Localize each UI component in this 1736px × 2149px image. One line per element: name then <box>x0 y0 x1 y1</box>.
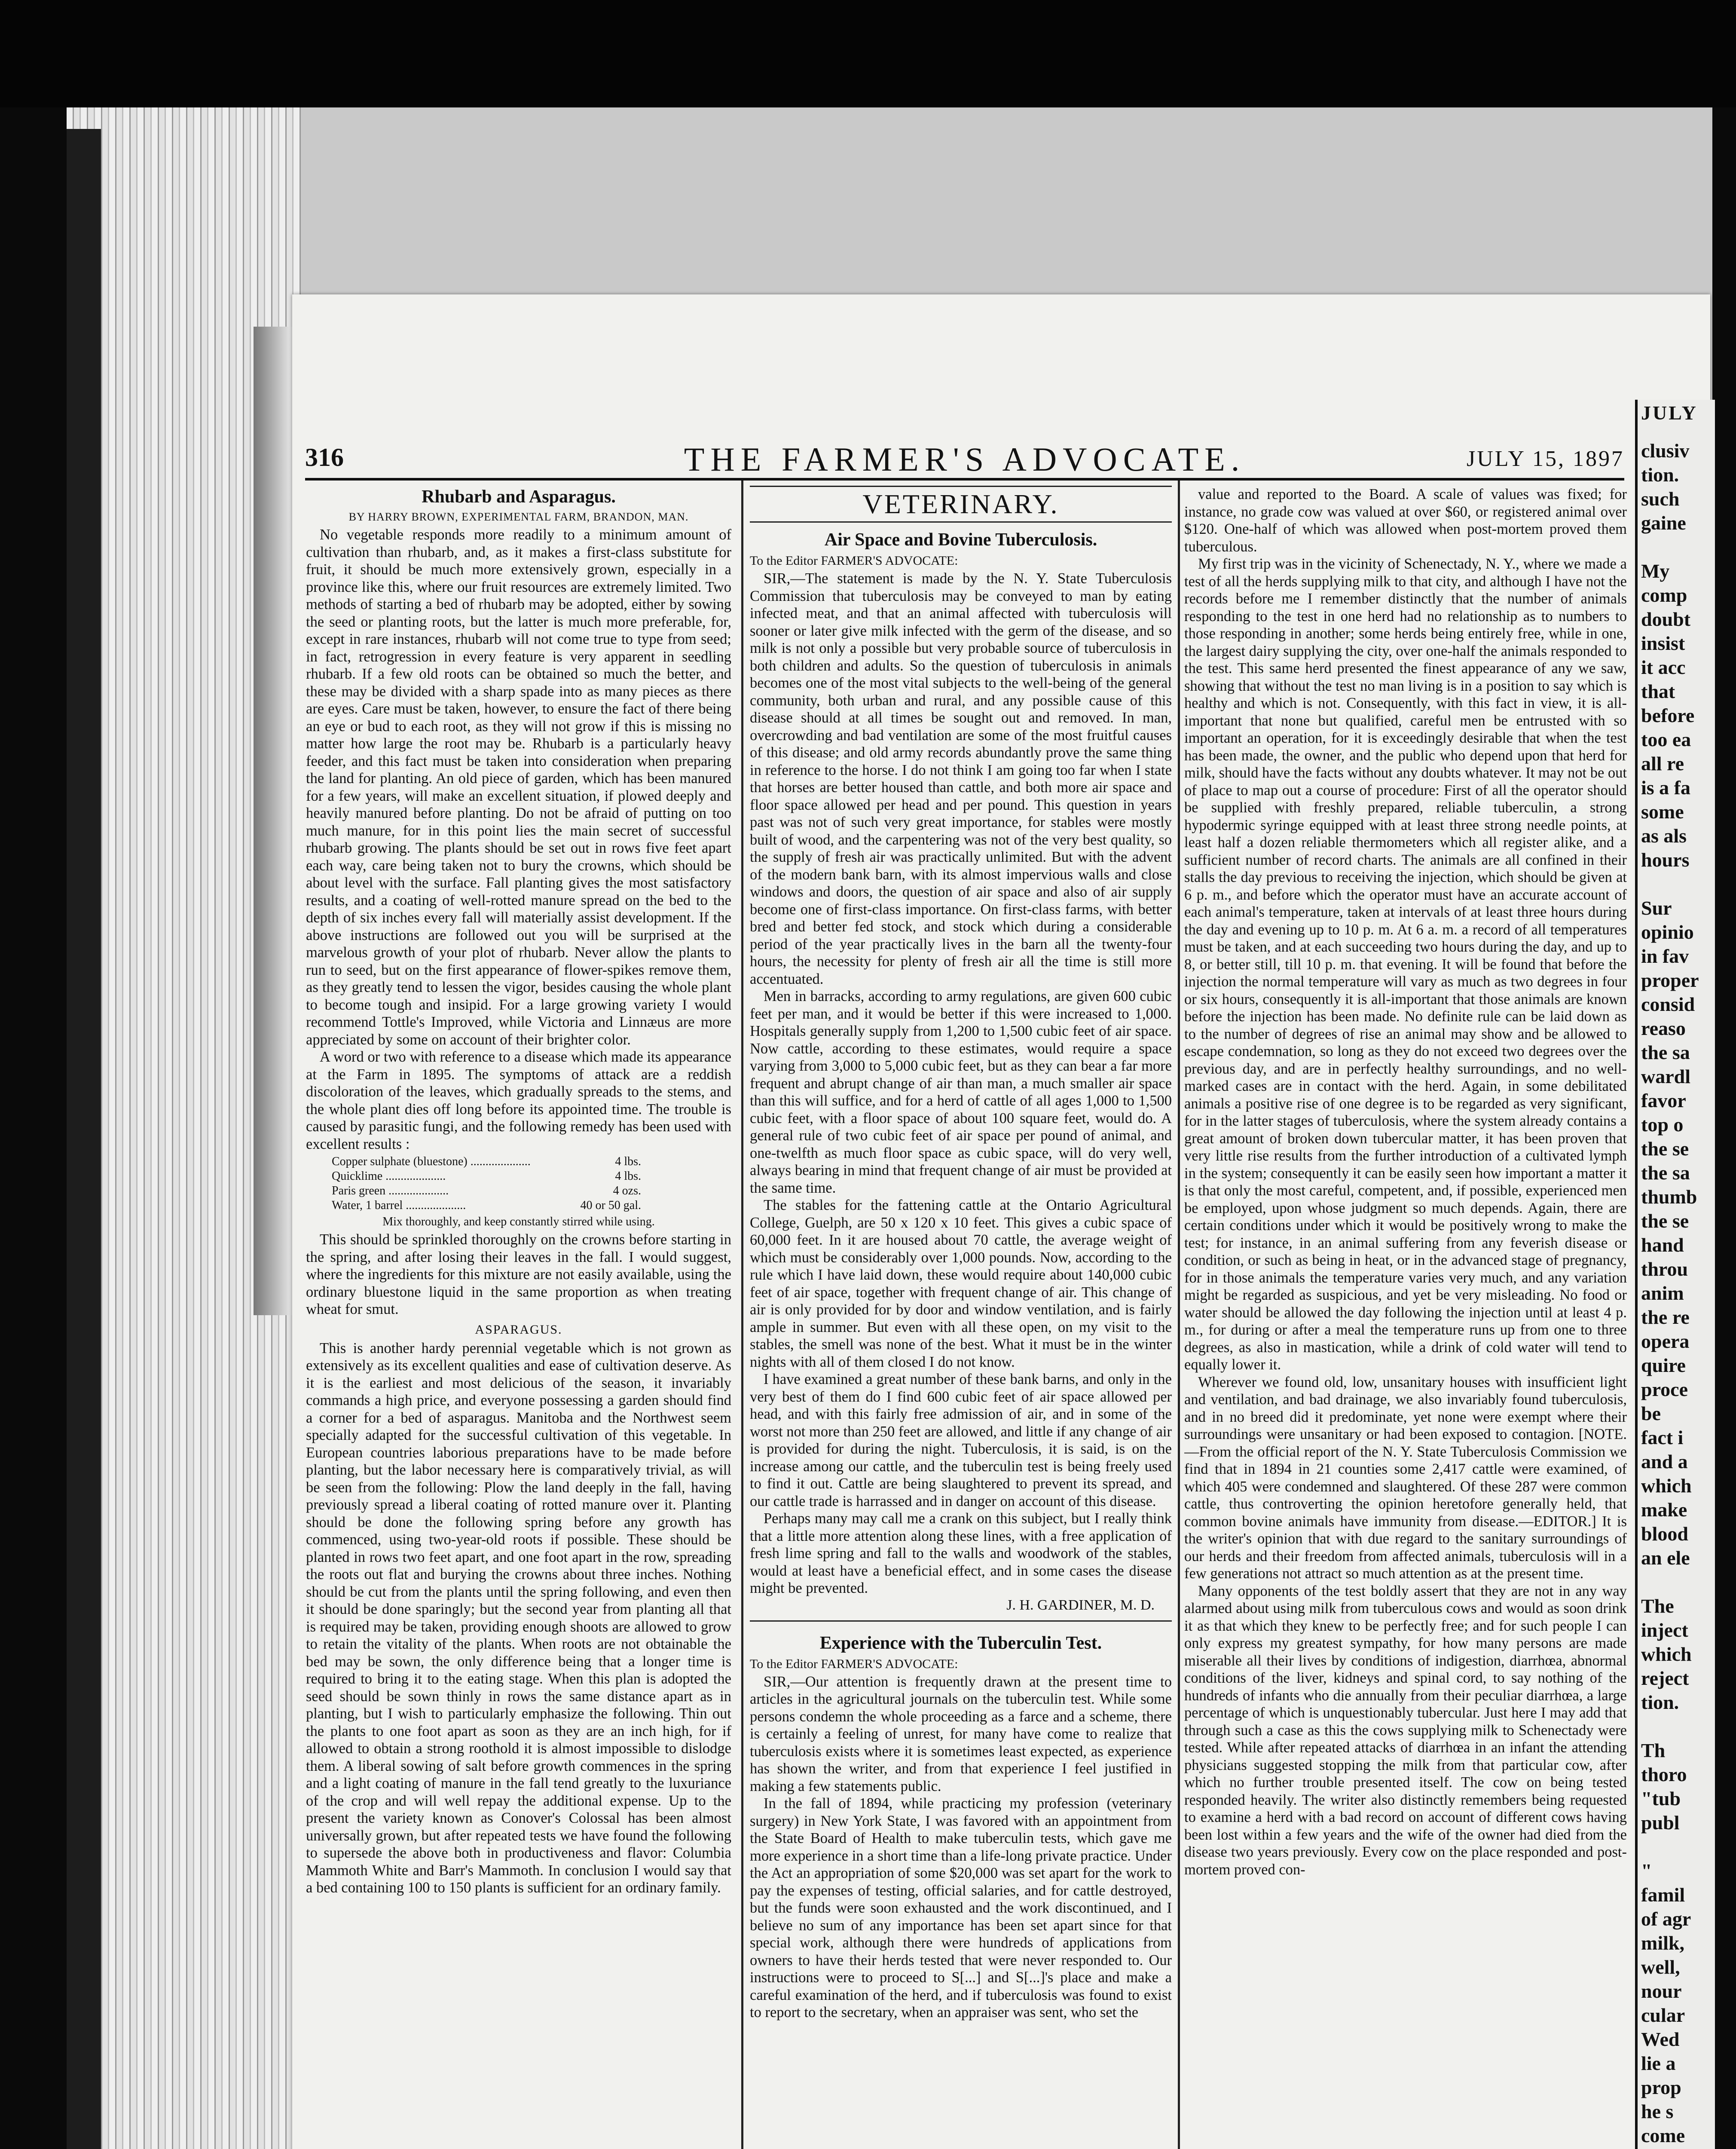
next-page-fragment: lie a <box>1641 2052 1676 2074</box>
scan-border-right <box>1712 107 1736 2149</box>
book-spine-shadow <box>67 129 101 2149</box>
next-page-fragment: consid <box>1641 993 1695 1015</box>
column-rule-right <box>1178 481 1180 2149</box>
recipe-row <box>332 1154 641 1169</box>
right-column <box>1184 486 1627 2149</box>
next-page-fragment: inject <box>1641 1619 1688 1641</box>
next-page-fragment: quire <box>1641 1354 1686 1376</box>
next-page-fragment: milk, <box>1641 1932 1684 1954</box>
recipe-row <box>332 1184 641 1198</box>
next-page-lines-a <box>1638 439 1715 535</box>
subhead-asparagus: ASPARAGUS. <box>475 1322 562 1337</box>
section-veterinary: VETERINARY. <box>750 486 1172 523</box>
next-page-fragment: and a <box>1641 1451 1688 1472</box>
next-page-fragment: thoro <box>1641 1763 1687 1785</box>
next-page-fragment: tion. <box>1641 1691 1679 1713</box>
next-page-fragment: clusiv <box>1641 440 1690 462</box>
next-page-fragment: which <box>1641 1475 1692 1497</box>
asparagus-body <box>306 1340 731 1897</box>
next-page-fragment: prop <box>1641 2076 1681 2098</box>
next-page-fragment: The <box>1641 1595 1674 1617</box>
next-page-fragment: opera <box>1641 1330 1690 1352</box>
next-page-fragment: such <box>1641 488 1680 510</box>
next-page-fragment: top o <box>1641 1114 1684 1136</box>
column-rule-left <box>741 481 743 2149</box>
next-page-fragment: proper <box>1641 969 1699 991</box>
page-header <box>305 443 1624 481</box>
rhubarb-body-continued <box>306 1231 731 1318</box>
next-page-fragment: comp <box>1641 584 1687 606</box>
recipe-row <box>332 1198 641 1213</box>
recipe-amount: 4 lbs. <box>615 1169 641 1183</box>
paragraph: In the fall of 1894, while practicing my profession (veterinary surgery) in New York State, I was favored with an appointment from the State Board of Health to make tuberculin tests, which gave me more experience in a short time than a life-long private practice. Under the Act an appropriation of some $20,000 was set apart for the work to pay the expenses of testing, official salaries, and for cattle destroyed, but the funds were soon exhausted and the work discontinued, and I believe no sum of any importance has been set apart since for that special work, although there were hundreds of applications from owners to have their herds tested that were never responded to. Our instructions were to proceed to S[...] and S[...]'s place and make a careful examination of the herd, and if tuberculosis was found to exist to report to the secretary, when an appraiser was sent, who set the <box>750 1795 1172 2020</box>
next-page-fragment: as als <box>1641 825 1687 847</box>
next-page-fragment: blood <box>1641 1523 1688 1545</box>
page-fold-shadow <box>254 327 292 1315</box>
next-page-fragment: well, <box>1641 1956 1680 1978</box>
recipe-row <box>332 1169 641 1184</box>
next-page-fragment: fact i <box>1641 1427 1684 1448</box>
paragraph: Many opponents of the test boldly assert that they are not in any way alarmed about using milk from tuberculous cows and would as soon drink it as that which they knew to be perfectly free; and for such people I can only express my greatest sympathy, for how many persons are made miserable all their lives by conditions of indigestion, diarrhœa, abnormal conditions of the liver, kidneys and spinal cord, to say nothing of the hundreds of infants who die annually from their peculiar diarrhœa, a large percentage of which is unquestionably tubercular. Just here I may add that through such a case as this the cows supplying milk to Schenectady were tested. While after repeated attacks of diarrhœa in an infant the attending physicians suggested stopping the milk from that particular cow, after which no further trouble presented itself. The cow on being tested responded heavily. The writer also distinctly remembers being requested to examine a herd with a bad record on account of different cows having been lost within a few years and the wife of the owner had died from the disease two years previously. Every cow on the place responded and post-mortem proved con- <box>1184 1583 1627 1878</box>
next-page-fragment: before <box>1641 704 1695 726</box>
next-page-lines-f <box>1638 1859 1715 2149</box>
page-number: 316 <box>305 443 344 471</box>
paragraph: This should be sprinkled thoroughly on the crowns before starting in the spring, and after losing their leaves in the fall. I would suggest, where the ingredients for this mixture are not easily available, using the ordinary bluestone liquid in the same proportion as when treating wheat for smut. <box>306 1231 731 1317</box>
paragraph: SIR,—Our attention is frequently drawn at the present time to articles in the agricultural journals on the tuberculin test. While some persons condemn the whole proceeding as a farce and a scheme, there is certainly a feeling of unrest, for many have come to realize that tuberculosis exists where it is sometimes least expected, as experience has shown the writer, and from that experience I feel justified in making a few statements public. <box>750 1673 1172 1794</box>
recipe-ingredient: Paris green .................... <box>332 1184 449 1197</box>
next-page-fragment: "tub <box>1641 1788 1681 1809</box>
next-page-fragment: nour <box>1641 1980 1682 2002</box>
next-page-fragment: hand <box>1641 1234 1684 1256</box>
next-page-fragment: come <box>1641 2125 1685 2146</box>
next-page-fragment: " <box>1641 1860 1652 1882</box>
next-page-fragment: insist <box>1641 632 1685 654</box>
next-page-fragment: gaine <box>1641 512 1686 534</box>
paragraph: Men in barracks, according to army regulations, are given 600 cubic feet per man, and it would be better if this were increased to 1,000. Hospitals generally supply from 1,200 to 1,500 cubic feet of air space. Now cattle, according to these estimates, would require a space varying from 3,000 to 5,000 cubic feet, but as they can bear a far more frequent and abrupt change of air than man, a much smaller air space than this will suffice, and for a herd of cattle of all ages 1,000 to 1,500 cubic feet, with a floor space of about 100 square feet, would do. A general rule of two cubic feet of air space per pound of animal, and one-twelfth as much floor space as cubic space, will do very well, always bearing in mind that frequent change of air must be provided at the same time. <box>750 988 1172 1196</box>
recipe-amount: 4 ozs. <box>613 1184 641 1197</box>
next-page-fragment: tion. <box>1641 464 1679 486</box>
next-page-fragment: reject <box>1641 1667 1689 1689</box>
next-page-fragment: reaso <box>1641 1017 1686 1039</box>
next-page-fragment: publ <box>1641 1812 1680 1834</box>
next-page-fragment: that <box>1641 680 1675 702</box>
next-page-fragment: throu <box>1641 1258 1688 1280</box>
to-editor-2: To the Editor FARMER'S ADVOCATE: <box>750 1656 958 1671</box>
masthead: THE FARMER'S ADVOCATE. <box>684 441 1246 478</box>
issue-date: JULY 15, 1897 <box>1467 447 1624 471</box>
recipe-ingredient: Quicklime .................... <box>332 1169 446 1183</box>
next-page-lines-e <box>1638 1739 1715 1835</box>
next-page-fragment: the sa <box>1641 1041 1690 1063</box>
next-page-fragment: favor <box>1641 1090 1686 1111</box>
next-page-fragment: My <box>1641 560 1670 582</box>
recipe-ingredient: Copper sulphate (bluestone) .................... <box>332 1155 531 1168</box>
next-page-fragment: some <box>1641 801 1684 823</box>
next-page-fragment: opinio <box>1641 921 1694 943</box>
recipe-ingredient: Water, 1 barrel .................... <box>332 1199 466 1212</box>
next-page-fragment: it acc <box>1641 656 1686 678</box>
next-page-fragment: is a fa <box>1641 777 1690 799</box>
next-page-fragment: proce <box>1641 1378 1688 1400</box>
article-title-air-space: Air Space and Bovine Tuberculosis. <box>824 530 1097 550</box>
next-page-fragment: an ele <box>1641 1547 1690 1569</box>
article-divider <box>750 1620 1172 1622</box>
next-page-fragment: wardl <box>1641 1065 1690 1087</box>
header-rule <box>305 478 1624 481</box>
article-title-rhubarb: Rhubarb and Asparagus. <box>422 487 616 507</box>
next-page-lines-d <box>1638 1594 1715 1714</box>
next-page-fragment: anim <box>1641 1282 1684 1304</box>
next-page-fragment: in fav <box>1641 945 1689 967</box>
article-byline: BY HARRY BROWN, EXPERIMENTAL FARM, BRANDON, MAN. <box>348 511 689 523</box>
next-page-fragment: the re <box>1641 1306 1690 1328</box>
next-page-fragment: Th <box>1641 1739 1666 1761</box>
next-page-fragment: famil <box>1641 1884 1685 1906</box>
paragraph: A word or two with reference to a disease which made its appearance at the Farm in 1895. The symptoms of attack are a reddish discoloration of the leaves, which gradually spreads to the stems, and the whole plant dies off long before its appointed time. The trouble is caused by parasitic fungi, and the following remedy has been used with excellent results : <box>306 1049 731 1152</box>
to-editor-1: To the Editor FARMER'S ADVOCATE: <box>750 554 958 568</box>
paragraph: I have examined a great number of these bank barns, and only in the very best of them do I find 600 cubic feet of air space allowed per head, and with this fairly free admission of air, and in some of the worst not more than 250 feet are allowed, and little if any change of air is provided for during the night. Tuberculosis, it is said, is on the increase among our cattle, and the tuberculin test is being freely used to find it out. Cattle are being slaughtered to prevent its spread, and our cattle trade is harrassed and in danger on account of this disease. <box>750 1371 1172 1509</box>
recipe-amount: 40 or 50 gal. <box>580 1199 641 1212</box>
next-page-fragment: too ea <box>1641 729 1691 750</box>
left-column <box>306 486 731 2149</box>
next-page-fragment: be <box>1641 1402 1661 1424</box>
next-page-fragment: make <box>1641 1499 1687 1521</box>
next-page-fragment: he s <box>1641 2100 1674 2122</box>
next-page-fragment: Sur <box>1641 897 1672 919</box>
paragraph: No vegetable responds more readily to a minimum amount of cultivation than rhubarb, and, as it makes a first-class substitute for fruit, it should be much more extensively grown, especially in a province like this, where our fruit resources are extremely limited. Two methods of starting a bed of rhubarb may be adopted, either by sowing the seed or planting roots, but the latter is much more preferable, for, except in rare instances, rhubarb will not come true to type from seed; in fact, retrogression in every feature is very apparent in seedling rhubarb. If a few old roots can be obtained so much the better, and these may be divided with a sharp spade into as many pieces as there are eyes. Care must be taken, however, to ensure the fact of there being an eye or bud to each root, as they will not grow if this is missing no matter how large the root may be. Rhubarb is a particularly heavy feeder, and this fact must be taken into consideration when preparing the land for planting. An old piece of garden, which has been manured for a few years, will make an excellent situation, if plowed deeply and heavily manured before planting. Do not be afraid of putting on too much manure, for in this point lies the main secret of successful rhubarb growing. The plants should be set out in rows five feet apart each way, care being taken not to bury the crowns, which should be about level with the surface. Fall planting gives the most satisfactory results, and a coating of well-rotted manure spread on the bed to the depth of six inches every fall will materially assist development. If the above instructions are followed out you will be surprised at the marvelous growth of your plot of rhubarb. Never allow the plants to run to seed, but on the first appearance of flower-spikes remove them, as they greatly tend to lessen the vigor, besides causing the whole plant to become tough and insipid. For a large growing variety I would recommend Tottle's Improved, while Victoria and Linnæus are more appreciated by some on account of their brighter color. <box>306 527 731 1048</box>
next-page-runner: JULY <box>1641 402 1698 424</box>
paragraph: My first trip was in the vicinity of Schenectady, N. Y., where we made a test of all the herds supplying milk to that city, and although I have not the records before me I remember distinctly that the number of animals responding to the test in one herd had no relationship as to numbers to those responding in another; some herds being entirely free, while in one, the largest dairy supplying the city, over one-half the animals responded to the test. This same herd presented the finest appearance of any we saw, showing that without the test no man living is in a position to say which is healthy and which is not. Consequently, with this fact in view, it is all-important that none but qualified, careful men be entrusted with so important an operation, for it is exceedingly desirable that when the test has been made, the owner, and the public who depend upon that herd for milk, should have the facts without any doubts whatever. It may not be out of place to map out a course of procedure: First of all the operator should be supplied with freshly prepared, reliable tuberculin, a strong hypodermic syringe equipped with at least three strong needle points, at least half a dozen reliable thermometers which all register alike, and a sufficient number of record charts. The animals are all confined in their stalls the day previous to receiving the injection, which should be given at 6 p. m., and before which the operator must have an accurate account of each animal's temperature, taken at intervals of at least three hours during the day and evening up to 10 p. m. At 6 a. m. a record of all temperatures must be taken, and at each succeeding two hours during the day, and up to 8, or better still, till 10 p. m. that evening. It will be found that before the injection the normal temperature will vary as much as two degrees in four or six hours, consequently it is all-important that those animals are known before the injection has been made. No definite rule can be laid down as to the number of degrees of rise an animal may show and be allowed to escape condemnation, so long as they do not exceed two degrees over the previous day, and are in perfectly healthy surroundings, and no well-marked cases are in contact with the herd. Again, in some debilitated animals a positive rise of one degree is to be regarded as very significant, for in the latter stages of tuberculosis, where the system already contains a great amount of broken down tubercular matter, it has been proven that very little rise results from the further introduction of a cultivated lymph in the system; consequently it can be easily seen how important a matter it is that only the most careful, competent, and, if possible, experienced men be employed, upon whose judgment so much depends. Again, there are certain conditions under which it would be positively wrong to make the test; for instance, in an animal suffering from any feverish disease or condition, or such as being in heat, or in the advanced stage of pregnancy, for in those animals the temperature varies very much, and any variation might be regarded as suspicious, and yet be very misleading. No food or water should be allowed the day following the injection until at least 4 p. m., for during or after a meal the temperature runs up from one to three degrees, as also in mastication, while a drink of cold water will tend to equally lower it. <box>1184 556 1627 1373</box>
signature-gardiner: J. H. GARDINER, M. D. <box>1006 1597 1155 1613</box>
next-page-lines-c <box>1638 896 1715 1570</box>
scan-border-top <box>0 0 1736 107</box>
next-page-fragment: hours <box>1641 849 1690 871</box>
tuberculin-body <box>750 1673 1172 2021</box>
fungicide-recipe <box>332 1154 641 1213</box>
air-space-body <box>750 570 1172 1597</box>
recipe-amount: 4 lbs. <box>615 1155 641 1168</box>
next-page-fragment: which <box>1641 1643 1692 1665</box>
article-title-tuberculin: Experience with the Tuberculin Test. <box>819 1633 1102 1653</box>
paragraph: This is another hardy perennial vegetable which is not grown as extensively as its excellent qualities and ease of cultivation deserve. As it is the earliest and most delicious of the season, it invariably commands a high price, and everyone possessing a garden should find a corner for a bed of asparagus. Manitoba and the Northwest seem specially adapted for the successful cultivation of this vegetable. In European countries laborious preparations have to be made before planting, but the labor necessary here is comparatively trivial, as will be seen from the following: Plow the land deeply in the fall, having previously spread a liberal coating of rotted manure over it. Planting should be done the following spring before any growth has commenced, using two-year-old roots if possible. These should be planted in rows two feet apart, and one foot apart in the row, spreading the roots out flat and burying the crowns about three inches. Nothing should be cut from the plants until the spring following, and even then it should be done sparingly; but the second year from planting all that is required may be taken, providing enough shoots are allowed to grow to retain the vitality of the plants. When roots are not obtainable the bed may be sown, the only difference being that a longer time is required to bring it to the eating stage. When this plan is adopted the seed should be sown thinly in rows the same distance apart as in planting, but I wish to particularly emphasize the following. Thin out the plants to one foot apart as soon as they are an inch high, for if allowed to obtain a strong roothold it is almost impossible to dislodge them. A liberal sowing of salt before growth commences in the spring and a light coating of manure in the fall tend greatly to the luxuriance of the crop and will well repay the additional expense. Up to the present the variety known as Conover's Colossal has been almost universally grown, but after repeated tests we have found the following to supersede the above both in productiveness and flavor: Columbia Mammoth White and Barr's Mammoth. In conclusion I would say that a bed containing 100 to 150 plants is sufficient for an ordinary family. <box>306 1340 731 1896</box>
paragraph: Wherever we found old, low, unsanitary houses with insufficient light and ventilation, and bad drainage, we also invariably found tuberculosis, and in no breed did it predominate, yet none were exempt where their surroundings were unsanitary or had been exposed to contagion. [NOTE.—From the official report of the N. Y. State Tuberculosis Commission we find that in 1894 in 21 counties some 2,417 cattle were examined, of which 405 were condemned and slaughtered. Of these 287 were common cattle, thus controverting the opinion heretofore generally held, that common bovine animals have immunity from disease.—EDITOR.] It is the writer's opinion that with due regard to the sanitary surroundings of our herds and their freedom from affected animals, tuberculosis will in a few generations not attract so much attention as at the present time. <box>1184 1374 1627 1582</box>
next-page-fragment: doubt <box>1641 608 1691 630</box>
paragraph: Perhaps many may call me a crank on this subject, but I really think that a little more attention along these lines, with a free application of fresh lime spring and fall to the walls and woodwork of the stables, would at least have a beneficial effect, and in some cases the disease might be prevented. <box>750 1510 1172 1596</box>
next-page-fragment: the se <box>1641 1210 1689 1232</box>
next-page-strip <box>1635 400 1715 2149</box>
next-page-fragment: the se <box>1641 1138 1689 1160</box>
scan-border-left <box>0 107 67 2149</box>
next-page-fragment: thumb <box>1641 1186 1697 1208</box>
paragraph: value and reported to the Board. A scale of values was fixed; for instance, no grade cow was valued at over $60, or registered animal over $120. One-half of which was allowed when post-mortem proved them tuberculous. <box>1184 486 1627 555</box>
paragraph: The stables for the fattening cattle at the Ontario Agricultural College, Guelph, are 50 x 120 x 10 feet. This gives a cubic space of 60,000 feet. In it are housed about 70 cattle, the average weight of which must be considerably over 1,000 pounds. Now, according to the rule which I have laid down, these would require about 140,000 cubic feet of air space, together with frequent change of air. This change of air is only provided for by door and window ventilation, and is fairly ample in summer. But even with all these open, on my visit to the stables, the smell was none of the best. What it must be in the winter nights with all of them closed I do not know. <box>750 1197 1172 1370</box>
next-page-fragment: Wed <box>1641 2028 1680 2050</box>
next-page-fragment: of agr <box>1641 1908 1691 1930</box>
next-page-fragment: all re <box>1641 753 1684 774</box>
recipe-note: Mix thoroughly, and keep constantly stirred while using. <box>382 1215 655 1228</box>
tuberculin-body-continued <box>1184 486 1627 1878</box>
paragraph: SIR,—The statement is made by the N. Y. State Tuberculosis Commission that tuberculosis may be conveyed to man by eating infected meat, and that an animal affected with tuberculosis will sooner or later give milk infected with the germ of the disease, and so milk is not only a possible but very probable source of tuberculosis in both children and adults. So the question of tuberculosis in animals becomes one of the most vital subjects to the well-being of the general community, both urban and rural, and any possible cause of this disease should at all times be sought out and removed. In man, overcrowding and bad ventilation are some of the most fruitful causes of this disease; and old army records abundantly prove the same thing in reference to the horse. I do not think I am going too far when I state that horses are better housed than cattle, and both more air space and floor space allowed per head and per pound. This question in years past was not of such very great importance, for stables were mostly built of wood, and the carpentering was not of the very best quality, so the supply of fresh air was practically unlimited. But with the advent of the modern bank barn, with its almost impervious walls and close windows and doors, the question of air space and also of air supply become one of first-class importance. On first-class farms, with better bred and better fed stock, and stock which during a considerable period of the year practically lives in the barn all the twenty-four hours, the necessity for plenty of fresh air all the time is still more accentuated. <box>750 570 1172 987</box>
rhubarb-body <box>306 526 731 1153</box>
next-page-fragment: cular <box>1641 2004 1685 2026</box>
next-page-fragment: the sa <box>1641 1162 1690 1184</box>
next-page-lines-b <box>1638 559 1715 872</box>
middle-column <box>750 486 1172 2149</box>
